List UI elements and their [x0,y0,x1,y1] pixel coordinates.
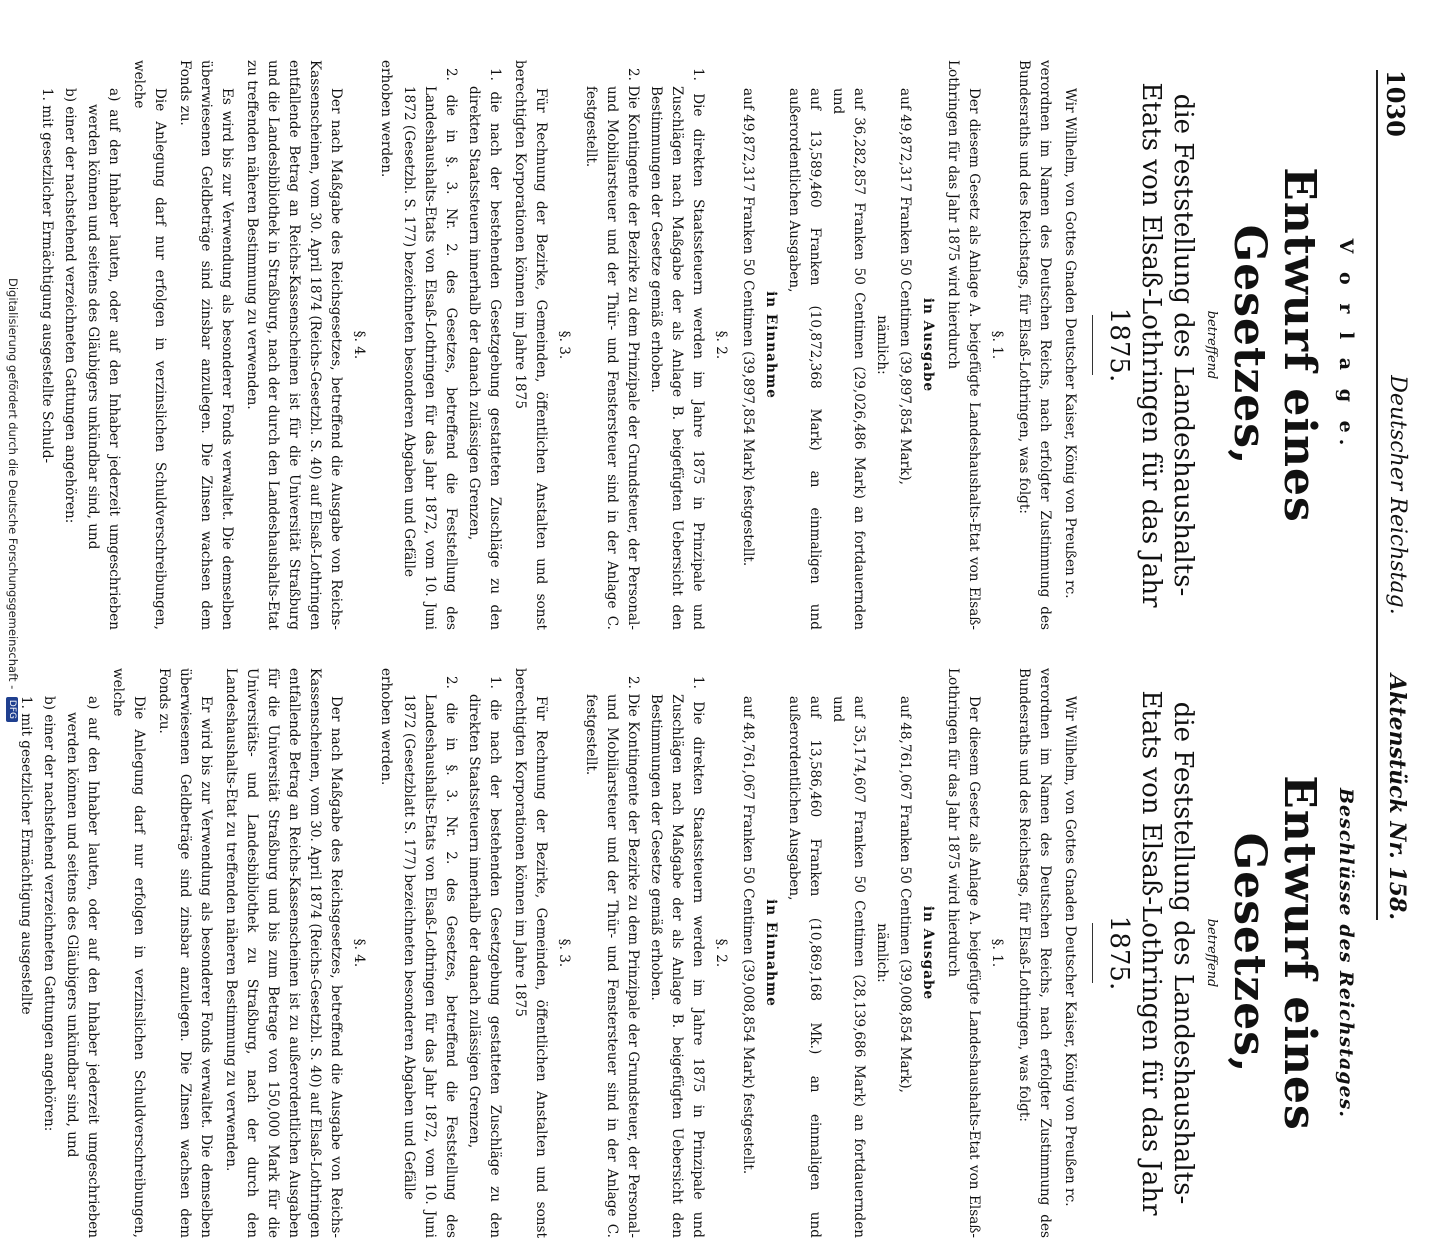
list-item: 1. Die direkten Staatssteuern werden im Jahre 1875 in Prinzipale und Zuschlägen nach Maßgabe der als Anlage B. beigefügten Uebersicht den Bestimmungen der Gesetze gemäß erhoben. [648,676,706,1238]
list-item: a) auf den Inhaber lauten, oder auf den Inhaber jederzeit umgeschrieben werden können und seitens des Gläubigers unkündbar sind, und [85,88,122,630]
divider [1092,315,1093,375]
section-heading: §. 3. [556,938,572,968]
list-item: 1. mit gesetzlicher Ermächtigung ausgestellte Schuld- [39,88,55,464]
dfg-logo: DFG [7,697,19,722]
divider [1092,923,1093,983]
list-item: b) einer der nachstehend verzeichneten Gattungen angehören: [62,88,78,524]
column-heading: Beschlüsse des Reichstages. [1335,788,1357,1118]
decree-text: verordnen im Namen des Deutschen Reichs, nach erfolgter Zustimmung des Bundesraths und des Reichstags, für Elsaß-Lothringen, was folgt: [1016,668,1053,1238]
publication-title: Deutscher Reichstag. [1385,375,1410,615]
list-item: 1. mit gesetzlicher Ermächtigung ausgestellte [18,696,34,1015]
page-header [1376,70,1412,920]
label: nämlich: [874,315,890,375]
list-item: 2. Die Kontingente der Bezirke zu dem Prinzipale der Grundsteuer, der Personal- und Mobiliarsteuer und der Thür- und Fenstersteuer sind in der Anlage C. festgestellt. [583,68,641,630]
amount-line: auf 35,174,607 Franken 50 Centimen (28,139,686 Mark) an fortdauernden und [830,696,867,1238]
amount-line: auf 48,761,067 Franken 50 Centimen (39,008,854 Mark), [897,696,913,1093]
preamble: Wir Wilhelm, von Gottes Gnaden Deutscher Kaiser, König von Preußen rc. [1062,696,1078,1207]
section-heading: §. 4. [351,330,367,360]
paragraph: Die Anlegung darf nur erfolgen in verzinslichen Schuldverschreibungen, welche [110,668,147,1238]
section-heading: §. 4. [351,938,367,968]
label: in Ausgabe [920,905,936,1001]
betreffend-label: betreffend [1204,310,1219,380]
preamble: Wir Wilhelm, von Gottes Gnaden Deutscher Kaiser, König von Preußen rc. [1062,88,1078,599]
list-item: 1. Die direkten Staatssteuern werden im Jahre 1875 in Prinzipale und Zuschlägen nach Maßgabe der als Anlage B. beigefügten Uebersicht den Bestimmungen der Gesetze gemäß erhoben. [648,68,706,630]
attachment-number: Aktenstück Nr. 158. [1384,674,1410,920]
paragraph: Es wird bis zur Verwendung als besonderer Fonds verwaltet. Die demselben überwiesenen Geldbeträge sind zinsbar anzulegen. Die Zinsen wachsen dem Fonds zu. [177,60,235,630]
paragraph: Der nach Maßgabe des Reichsgesetzes, betreffend die Ausgabe von Reichs-Kassenscheinen, vom 30. April 1874 (Reichs-Gesetzbl. S. 40) auf Elsaß-Lothringen entfallende Betrag an Reichs-Kassenscheinen ist zu außerordentlichen Ausgaben für die Universität Straßburg und bis zum Betrage von 150,000 Mark für die Universitäts- und Landesbibliothek zu Straßburg, nach der durch den Landeshaushalts-Etat zu treffenden näheren Bestimmung zu verwenden. [223,668,344,1238]
label: nämlich: [874,923,890,983]
document-subtitle: die Feststellung des Landeshaushalts-Etats von Elsaß-Lothringen für das Jahr 1875. [1104,82,1198,608]
paragraph: erhoben werden. [378,60,394,178]
column-heading: V o r l a g e. [1335,238,1357,452]
column-beschluesse [13,668,1362,1238]
amount-line: auf 49,872,317 Franken 50 Centimen (39,897,854 Mark) festgestellt. [740,88,756,567]
amount-line: auf 13,589,460 Franken (10,872,368 Mark) an einmaligen und außerordentlichen Ausgaben, [786,88,823,630]
credit-text: Digitalisierung gefördert durch die Deutsche Forschungsgemeinschaft - [6,277,20,690]
list-item: b) einer der nachstehend verzeichneten Gattungen angehören: [41,696,57,1132]
list-item: 2. Die Kontingente der Bezirke zu dem Prinzipale der Grundsteuer, der Personal- und Mobiliarsteuer und der Thür- und Fenstersteuer sind in der Anlage C. festgestellt. [583,676,641,1238]
decree-text: verordnen im Namen des Deutschen Reichs, nach erfolgter Zustimmung des Bundesraths und des Reichstags, für Elsaß-Lothringen, was folgt: [1016,60,1053,630]
list-item: 1. die nach der bestehenden Gesetzgebung gestatteten Zuschläge zu den direkten Staatssteuern innerhalb der danach zulässigen Grenzen, [466,676,503,1238]
paragraph: erhoben werden. [378,668,394,786]
list-item: 2. die in §. 3. Nr. 2. des Gesetzes, betreffend die Feststellung des Landeshaushalts-Etats von Elsaß-Lothringen für das Jahr 1872, vom 10. Juni 1872 (Gesetzblatt S. 177) bezeichneten besonderen Abgaben und Gefälle [401,676,459,1238]
paragraph: Der diesem Gesetz als Anlage A. beigefügte Landeshaushalts-Etat von Elsaß-Lothringen für das Jahr 1875 wird hierdurch [945,60,982,630]
document-title: Entwurf eines Gesetzes, [1224,167,1325,523]
section-heading: §. 2. [713,330,729,360]
column-vorlage [34,60,1362,630]
betreffend-label: betreffend [1204,918,1219,988]
paragraph: Die Anlegung darf nur erfolgen in verzinslichen Schuldverschreibungen, welche [131,60,168,630]
label: in Einnahme [763,291,779,399]
paragraph: Der diesem Gesetz als Anlage A. beigefügte Landeshaushalts-Etat von Elsaß-Lothringen für das Jahr 1875 wird hierdurch [945,668,982,1238]
section-heading: §. 1. [989,938,1005,968]
amount-line: auf 13,586,460 Franken (10,869,168 Mk.) an einmaligen und außerordentlichen Ausgaben, [786,696,823,1238]
label: in Einnahme [763,899,779,1007]
section-heading: §. 2. [713,938,729,968]
paragraph: Er wird bis zur Verwendung als besonderer Fonds verwaltet. Die demselben überwiesenen Geldbeträge sind zinsbar anzulegen. Die Zinsen wachsen dem Fonds zu. [156,668,214,1238]
amount-line: auf 49,872,317 Franken 50 Centimen (39,897,854 Mark), [897,88,913,485]
document-title: Entwurf eines Gesetzes, [1224,775,1325,1131]
paragraph: Für Rechnung der Bezirke, Gemeinden, öffentlichen Anstalten und sonst berechtigten Korporationen können im Jahre 1875 [512,668,549,1238]
digitization-credit [6,0,20,1000]
list-item: 1. die nach der bestehenden Gesetzgebung gestatteten Zuschläge zu den direkten Staatssteuern innerhalb der danach zulässigen Grenzen, [466,68,503,630]
paragraph: Für Rechnung der Bezirke, Gemeinden, öffentlichen Anstalten und sonst berechtigten Korporationen können im Jahre 1875 [512,60,549,630]
label: in Ausgabe [920,297,936,393]
list-item: a) auf den Inhaber lauten, oder auf den Inhaber jederzeit umgeschrieben werden können und seitens des Gläubigers unkündbar sind, und [64,696,101,1238]
list-item: 2. die in §. 3. Nr. 2. des Gesetzes, betreffend die Feststellung des Landeshaushalts-Etats von Elsaß-Lothringen für das Jahr 1872, vom 10. Juni 1872 (Gesetzbl. S. 177) bezeichneten besonderen Abgaben und Gefälle [401,68,459,630]
amount-line: auf 36,282,857 Franken 50 Centimen (29,026,486 Mark) an fortdauernden und [830,88,867,630]
page-number: 1030 [1381,70,1410,137]
section-heading: §. 3. [556,330,572,360]
amount-line: auf 48,761,067 Franken 50 Centimen (39,008,854 Mark) festgestellt. [740,696,756,1175]
paragraph: Der nach Maßgabe des Reichsgesetzes, betreffend die Ausgabe von Reichs-Kassenscheinen, vom 30. April 1874 (Reichs-Gesetzbl. S. 40) auf Elsaß-Lothringen entfallende Betrag an Reichs-Kassenscheinen ist für die Universität Straßburg und die Landesbibliothek in Straßburg, nach der durch den Landeshaushalts-Etat zu treffenden näheren Bestimmung zu verwenden. [244,60,344,630]
section-heading: §. 1. [989,330,1005,360]
document-subtitle: die Feststellung des Landeshaushalts-Etats von Elsaß-Lothringen für das Jahr 1875. [1104,690,1198,1216]
